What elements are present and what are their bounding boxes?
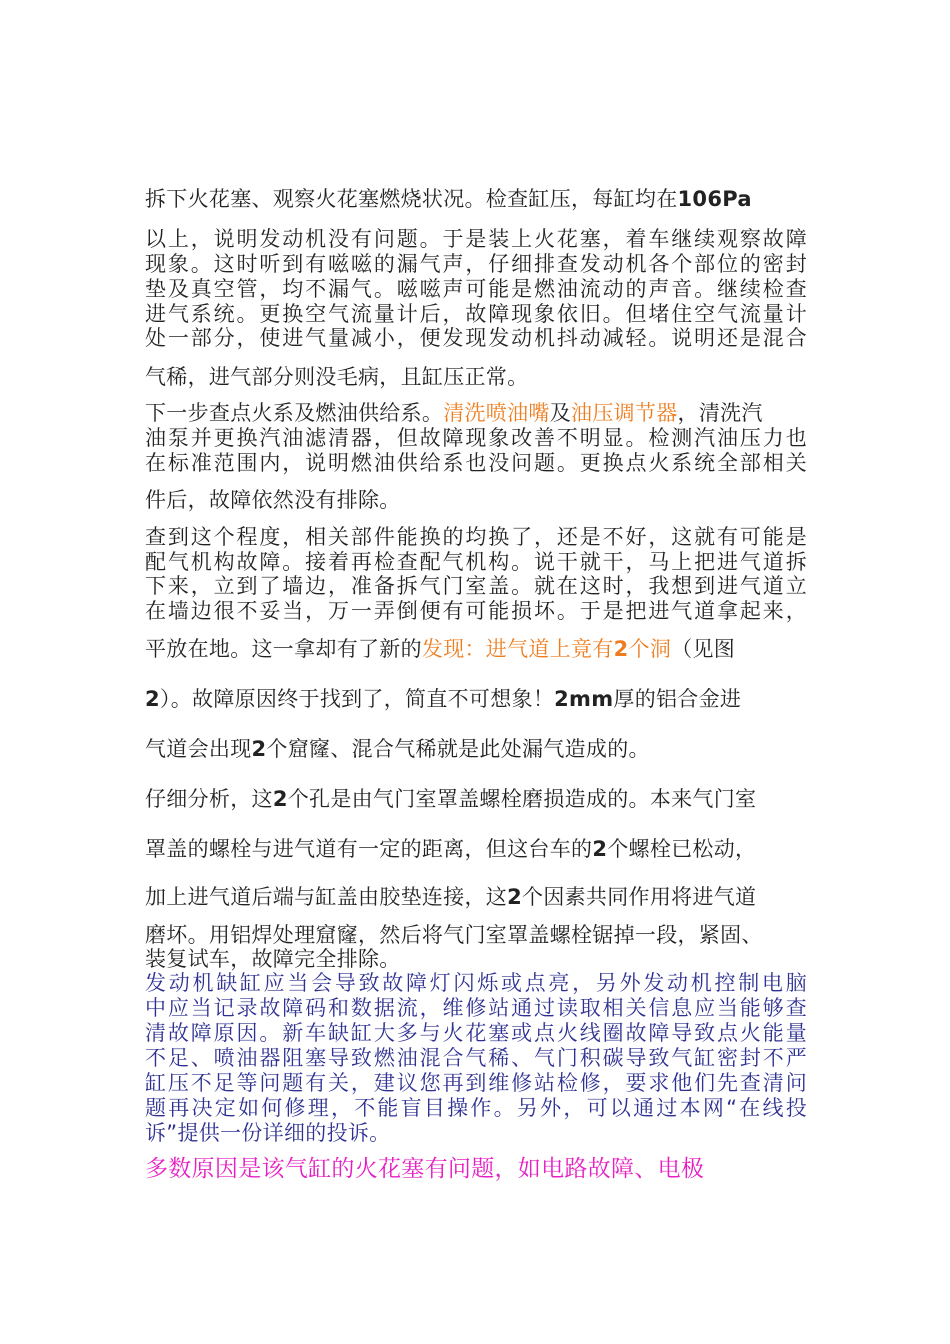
p3-line-2: 配气机构故障。接着再检查配气机构。说干就干，马上把进气道拆 (145, 550, 807, 574)
p5-line-6: 题再决定如何修理，不能盲目操作。另外，可以通过本网“在线投 (145, 1096, 807, 1120)
p6-line-1: 多数原因是该气缸的火花塞有问题，如电路故障、电极 (145, 1156, 705, 1182)
p3-line-7: 气道会出现2个窟窿、混合气稀就是此处漏气造成的。 (145, 737, 650, 761)
p3-line-3: 下来，立到了墙边，准备拆气门室盖。就在这时，我想到进气道立 (145, 574, 807, 598)
link-clean-injector[interactable]: 清洗喷油嘴 (443, 401, 550, 425)
p5-line-4: 不足、喷油器阻塞导致燃油混合气稀、气门积碳导致气缸密封不严 (145, 1046, 807, 1070)
p1-line-7: 气稀，进气部分则没毛病，且缸压正常。 (145, 365, 529, 389)
p3-line-4: 在墙边很不妥当，万一弄倒便有可能损坏。于是把进气道拿起来， (145, 599, 807, 623)
p4-line-3: 加上进气道后端与缸盖由胶垫连接，这2个因素共同作用将进气道 (145, 885, 757, 909)
p2-line-4: 件后，故障依然没有排除。 (145, 488, 401, 512)
p1-line-5: 进气系统。更换空气流量计后，故障现象依旧。但堵住空气流量计 (145, 302, 807, 326)
p1-line-4: 垫及真空管，均不漏气。嗞嗞声可能是燃油流动的声音。继续检查 (145, 277, 807, 301)
p2-line-3: 在标准范围内，说明燃油供给系也没问题。更换点火系统全部相关 (145, 451, 807, 475)
p4-line-5: 装复试车，故障完全排除。 (145, 947, 401, 971)
p5-line-5: 缸压不足等问题有关，建议您再到维修站检修，要求他们先查清问 (145, 1071, 807, 1095)
p5-line-2: 中应当记录故障码和数据流，维修站通过读取相关信息应当能够查 (145, 996, 807, 1020)
p1-line-1: 拆下火花塞、观察火花塞燃烧状况。检查缸压，每缸均在106Pa (145, 187, 752, 211)
p5-line-7: 诉”提供一份详细的投诉。 (145, 1121, 391, 1145)
p4-line-4: 磨坏。用铝焊处理窟窿，然后将气门室罩盖螺栓锯掉一段，紧固、 (145, 923, 763, 947)
p4-line-1: 仔细分析，这2个孔是由气门室罩盖螺栓磨损造成的。本来气门室 (145, 787, 757, 811)
p5-line-1: 发动机缺缸应当会导致故障灯闪烁或点亮，另外发动机控制电脑 (145, 971, 807, 995)
p2-line-1: 下一步查点火系及燃油供给系。清洗喷油嘴及油压调节器，清洗汽 (145, 401, 763, 425)
p1-line-3: 现象。这时听到有嗞嗞的漏气声，仔细排查发动机各个部位的密封 (145, 252, 807, 276)
p2-line-2: 油泵并更换汽油滤清器，但故障现象改善不明显。检测汽油压力也 (145, 426, 807, 450)
p1-line-2: 以上，说明发动机没有问题。于是装上火花塞，着车继续观察故障 (145, 227, 807, 251)
p3-line-6: 2）。故障原因终于找到了，简直不可想象！2mm厚的铝合金进 (145, 687, 742, 711)
link-pressure-regulator[interactable]: 油压调节器 (571, 401, 678, 425)
p4-line-2: 罩盖的螺栓与进气道有一定的距离，但这台车的2个螺栓已松动， (145, 837, 757, 861)
p3-line-1: 查到这个程度，相关部件能换的均换了，还是不好，这就有可能是 (145, 525, 807, 549)
p3-line-5: 平放在地。这一拿却有了新的发现：进气道上竟有2个洞（见图 (145, 637, 736, 661)
p5-line-3: 清故障原因。新车缺缸大多与火花塞或点火线圈故障导致点火能量 (145, 1021, 807, 1045)
p1-line-6: 处一部分，使进气量减小，便发现发动机抖动减轻。说明还是混合 (145, 326, 807, 350)
